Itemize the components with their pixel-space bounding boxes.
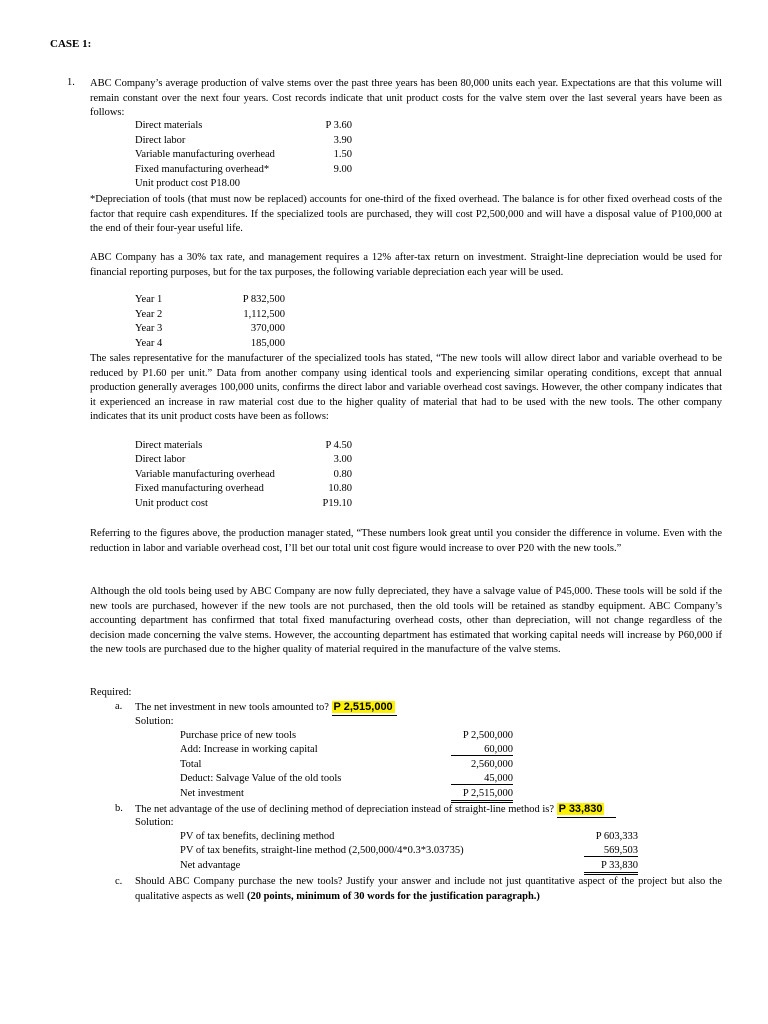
question-a-text — [135, 700, 397, 716]
new-cost-value: 10.80 — [328, 483, 352, 494]
solution-row-label: Net investment — [180, 788, 244, 799]
item-number: 1. — [67, 77, 75, 88]
solution-row-value: P 603,333 — [595, 831, 638, 842]
old-cost-value: 9.00 — [333, 164, 352, 175]
solution-row-value: 60,000 — [451, 744, 513, 756]
depreciation-year: Year 1 — [135, 294, 163, 305]
required-label: Required: — [90, 687, 132, 698]
new-cost-value: P 4.50 — [325, 440, 352, 451]
question-b-answer: P 33,830 — [558, 803, 603, 815]
question-c-letter: c. — [115, 876, 123, 887]
old-cost-label: Fixed manufacturing overhead* — [135, 164, 270, 175]
new-cost-value: 0.80 — [333, 469, 352, 480]
question-a-answer: P 2,515,000 — [333, 701, 393, 713]
solution-row-label: Net advantage — [180, 860, 241, 871]
intro-paragraph: ABC Company’s average production of valve stems over the past three years has been 80,000 units each year. Expectations are that this volume will remain constant over the next four years. Cost records indicate that unit product costs for the valve stem over the last several years have been as follows: — [90, 78, 722, 119]
tax-rate-paragraph: ABC Company has a 30% tax rate, and management requires a 12% after-tax return on investment. Straight-line depreciation would be used for financial reporting purposes, but for the tax purposes, the following variable depreciation each year will be used. — [90, 252, 722, 278]
question-b-text — [135, 802, 616, 818]
depreciation-year: Year 4 — [135, 338, 163, 349]
old-cost-label: Variable manufacturing overhead — [135, 149, 275, 160]
solution-row-label: Total — [180, 759, 202, 770]
depreciation-amount: 370,000 — [250, 323, 285, 334]
question-c-text — [135, 875, 722, 904]
solution-row-label: PV of tax benefits, declining method — [180, 831, 335, 842]
new-cost-label: Variable manufacturing overhead — [135, 469, 275, 480]
question-c-question: Should ABC Company purchase the new tools? Justify your answer and include not just quantitative aspect of the project but also the qualitative aspects as well — [135, 876, 722, 902]
solution-row-label: PV of tax benefits, straight-line method (2,500,000/4*0.3*3.03735) — [180, 845, 464, 856]
new-cost-label: Direct labor — [135, 454, 186, 465]
old-cost-label: Direct labor — [135, 135, 186, 146]
new-cost-label: Direct materials — [135, 440, 203, 451]
solution-row-value: 45,000 — [451, 773, 513, 785]
solution-row-value: P 33,830 — [584, 860, 638, 875]
question-b-solution-label: Solution: — [135, 817, 174, 828]
old-cost-value: 3.90 — [333, 135, 352, 146]
new-cost-label: Fixed manufacturing overhead — [135, 483, 264, 494]
solution-row-value: 569,503 — [584, 845, 638, 857]
new-cost-label: Unit product cost — [135, 498, 208, 509]
production-manager-paragraph: Referring to the figures above, the production manager stated, “These numbers look great until you consider the difference in volume. Even with the reduction in labor and variable overhead cost, I’ll bet our total unit cost figure would increase to over P20 with the new tools.” — [90, 528, 722, 554]
old-cost-value: P 3.60 — [325, 120, 352, 131]
depreciation-amount: 185,000 — [250, 338, 285, 349]
question-a-question: The net investment in new tools amounted to? — [135, 702, 329, 713]
question-a-letter: a. — [115, 701, 123, 712]
depreciation-year: Year 2 — [135, 309, 163, 320]
old-tools-paragraph: Although the old tools being used by ABC Company are now fully depreciated, they have a salvage value of P45,000. These tools will be sold if the new tools are purchased, however if the new tools are not purchased, then the old tools will be retained as standby equipment. ABC Company’s accounting department has confirmed that total fixed manufacturing overhead costs, other than depreciation, will not change regardless of the decision made concerning the valve stems. However, the accounting department has estimated that working capital needs will increase by P60,000 if the new tools are purchased due to the higher quality of material required in the manufacture of the valve stems. — [90, 586, 722, 656]
solution-row-value: P 2,515,000 — [451, 788, 513, 803]
old-cost-value: 1.50 — [333, 149, 352, 160]
new-cost-value: P19.10 — [322, 498, 352, 509]
old-cost-label: Direct materials — [135, 120, 203, 131]
question-b-letter: b. — [115, 803, 123, 814]
solution-row-label: Purchase price of new tools — [180, 730, 297, 741]
question-c-emphasis: (20 points, minimum of 30 words for the justification paragraph.) — [246, 890, 540, 902]
new-cost-value: 3.00 — [333, 454, 352, 465]
solution-row-label: Add: Increase in working capital — [180, 744, 318, 755]
question-a-solution-label: Solution: — [135, 716, 174, 727]
depreciation-note-paragraph: *Depreciation of tools (that must now be replaced) accounts for one-third of the fixed overhead. The balance is for other fixed overhead costs of the factor that require cash expenditures. If the specialized tools are purchased, they will cost P2,500,000 and will have a disposal value of P100,000 at the end of their four-year useful life. — [90, 194, 722, 235]
solution-row-value: P 2,500,000 — [462, 730, 513, 741]
question-b-question: The net advantage of the use of declining method of depreciation instead of straight-line method is? — [135, 804, 554, 815]
depreciation-year: Year 3 — [135, 323, 163, 334]
depreciation-amount: 1,112,500 — [243, 309, 285, 320]
old-unit-cost-line: Unit product cost P18.00 — [135, 178, 240, 189]
depreciation-amount: P 832,500 — [242, 294, 285, 305]
solution-row-label: Deduct: Salvage Value of the old tools — [180, 773, 342, 784]
sales-rep-paragraph: The sales representative for the manufacturer of the specialized tools has stated, “The new tools will allow direct labor and variable overhead to be reduced by P1.60 per unit.” Data from another company using identical tools and experiencing similar operating conditions, except that annual production generally averages 100,000 units, confirms the direct labor and variable overhead cost savings. However, the other company indicates that it experienced an increase in raw material cost due to the higher quality of material that had to be used with the new tools. The other company indicates that its unit product costs have been as follows: — [90, 353, 722, 423]
case-title: CASE 1: — [50, 38, 92, 50]
solution-row-value: 2,560,000 — [471, 759, 513, 770]
